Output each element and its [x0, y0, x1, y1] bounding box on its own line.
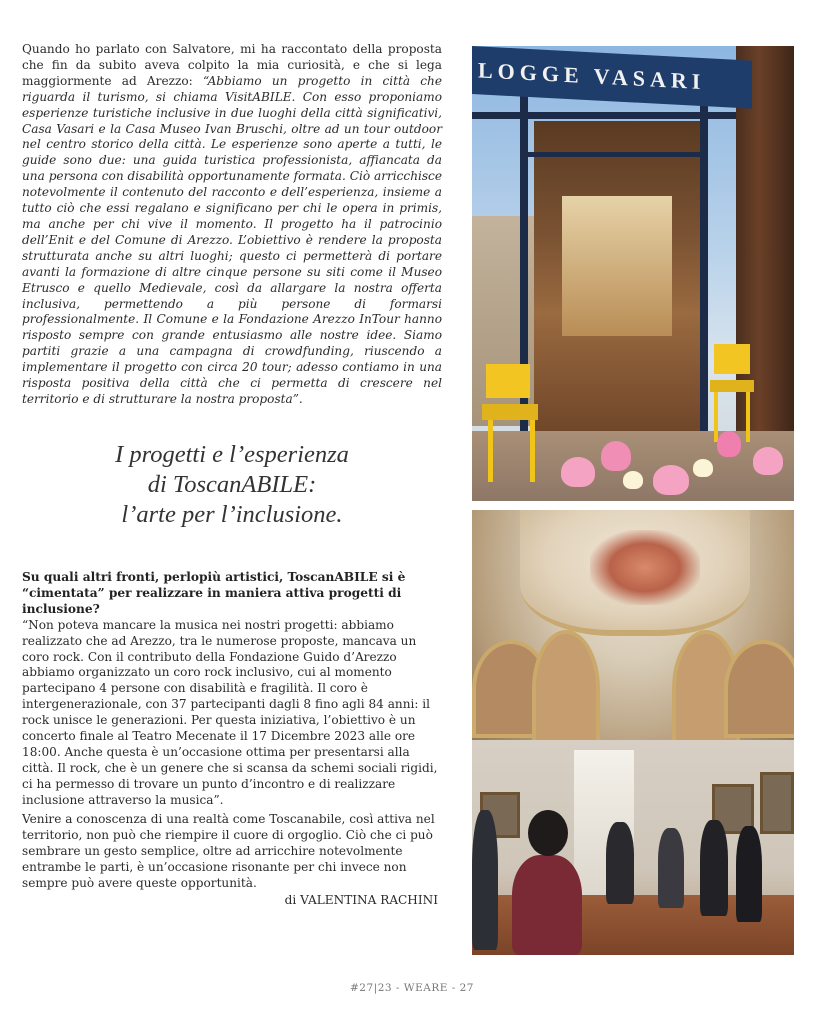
page-footer: #27|23 - WEARE - 27: [350, 982, 474, 994]
intro-paragraph: [22, 42, 442, 408]
logge-vasari-photo: [472, 46, 794, 501]
photo-visitor-3: [658, 828, 684, 908]
photo-visitor-5: [736, 826, 762, 922]
yellow-chair-right: [708, 344, 758, 444]
author-byline: di VALENTINA RACHINI: [284, 893, 438, 907]
yellow-chair-left: [478, 364, 548, 484]
fresco-room-photo: [472, 510, 794, 955]
intro-quote-text: “Abbiamo un progetto in città che riguarda il turismo, si chiama VisitABILE. Con esso proponiamo esperienze turistiche inclusive in due luoghi della città significativi, Casa Vasari e la Casa Museo Ivan Bruschi, oltre ad un tour outdoor nel centro storico della città. Le esperienze sono aperte a tutti, le guide sono due: una guida turistica professionista, affiancata da una persona con disabilità opportunamente formata. Ciò arricchisce notevolmente il contenuto del racconto e dell’esperienza, insieme a tutto ciò che essi regalano e significano per chi le opera in primis, ma anche per chi vive il momento. Il progetto ha il patrocinio dell’Enit e del Comune di Arezzo. L’obiettivo è rendere la proposta strutturata anche su altri luoghi; questo ci permetterà di portare avanti la formazione di altre cinque persone su siti come il Museo Etrusco e quello Medievale, così da allargare la nostra offerta inclusiva, permettendo a più persone di formarsi professionalmente. Il Comune e la Fondazione Arezzo InTour hanno risposto sempre con grande entusiasmo alle nostre idee. Siamo partiti grazie a una campagna di crowdfunding, riuscendo a implementare il progetto con circa 20 tour; adesso contiamo in una risposta positiva della città che ci permetta di crescere nel territorio e di strutturare la nostra proposta”.: [22, 73, 443, 406]
section-heading: [22, 440, 442, 530]
intro-lead-text: Quando ho parlato con Salvatore, mi ha raccontato della proposta che fin da subito aveva colpito la mia curiosità, e che si lega maggiormente ad Arezzo:: [22, 42, 442, 88]
photo-visitor-1: [512, 855, 582, 955]
closing-paragraph: Venire a conoscenza di una realtà come Toscanabile, così attiva nel territorio, non può che riempire il cuore di orgoglio. Ciò che ci può sembrare un gesto semplice, oltre ad arricchire notevolmente entrambe le parti, è un’occasione risonante per chi invece non sempre può avere queste opportunità.: [22, 812, 435, 890]
photo-visitor-4: [700, 820, 728, 916]
heading-line-3: l’arte per l’inclusione.: [121, 501, 343, 528]
photo-lunette-right: [724, 640, 794, 738]
interview-qa: [22, 570, 442, 809]
interview-answer: “Non poteva mancare la musica nei nostri progetti: abbiamo realizzato che ad Arezzo, tra le numerose proposte, mancava un coro rock. Con il contributo della Fondazione Guido d’Arezzo abbiamo organizzato un coro rock inclusivo, cui al momento partecipano 4 persone con disabilità e fragilità. Il coro è intergenerazionale, con 37 partecipanti dagli 8 fino agli 84 anni: il rock unisce le generazioni. Per questa iniziativa, l’obiettivo è un concerto finale al Teatro Mecenate il 17 Dicembre 2023 alle ore 18:00. Anche questa è un’occasione ottima per presentarsi alla città. Il rock, che è un genere che si scansa da schemi sociali rigidi, ci ha permesso di trovare un punto d’incontro e di realizzare inclusione attraverso la musica”.: [22, 617, 438, 807]
logge-vasari-sign: LOGGE VASARI: [472, 46, 752, 109]
photo-fresco-figure: [590, 530, 700, 605]
photo-visitor-6: [472, 810, 498, 950]
photo-lunette-center-left: [532, 630, 600, 748]
flower-box: [557, 431, 787, 501]
interview-question: Su quali altri fronti, perlopiù artistici, ToscanABILE si è “cimentata” per realizzare in maniera attiva progetti di inclusione?: [22, 570, 406, 616]
photo-visitor-2: [606, 822, 634, 904]
photo-painting-far-right: [760, 772, 794, 834]
heading-line-1: I progetti e l’esperienza: [115, 441, 349, 468]
photo-visitor-1-head: [528, 810, 568, 856]
intro-paragraph-block: [22, 42, 442, 408]
heading-line-2: di ToscanABILE:: [147, 471, 317, 498]
